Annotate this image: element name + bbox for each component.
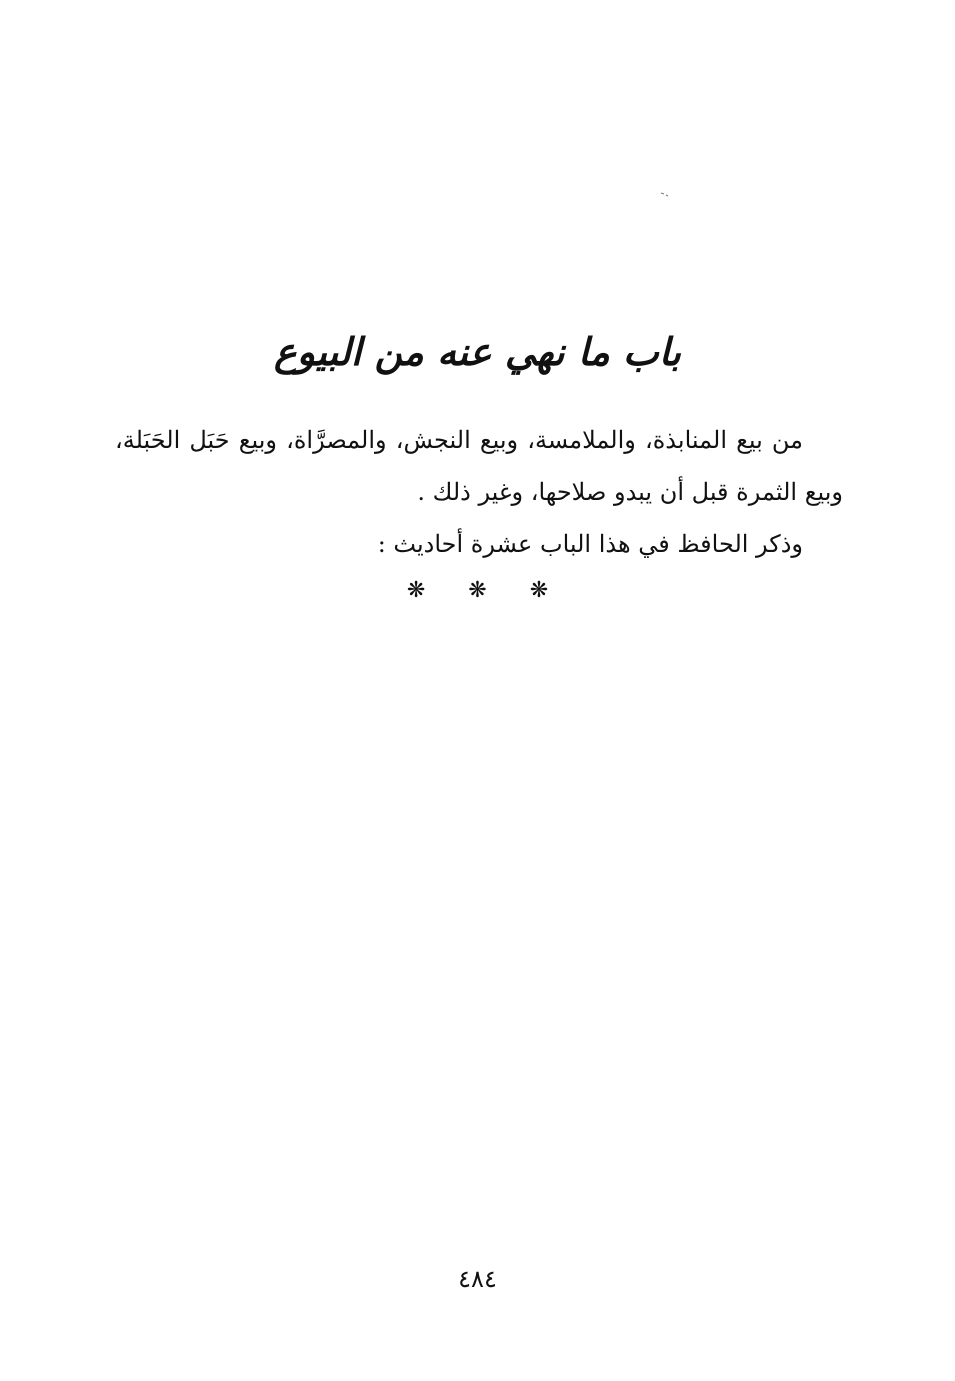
paragraph-hadith-count: وذكر الحافظ في هذا الباب عشرة أحاديث :	[377, 530, 803, 558]
section-separator	[0, 576, 955, 606]
separator-star: ❋	[468, 578, 487, 603]
paragraph-intro: من بيع المنابذة، والملامسة، وبيع النجش، والمصرَّاة، وبيع حَبَل الحَبَلة، وبيع الثمرة قبل أن يبدو صلاحها، وغير ذلك .	[115, 426, 843, 506]
chapter-title: باب ما نهي عنه من البيوع	[274, 329, 681, 374]
separator-star: ❋	[406, 578, 426, 603]
scan-speck	[660, 192, 670, 198]
page-number: ٤٨٤	[458, 1265, 497, 1293]
separator-star: ❋	[529, 578, 549, 603]
body-text	[115, 414, 843, 570]
